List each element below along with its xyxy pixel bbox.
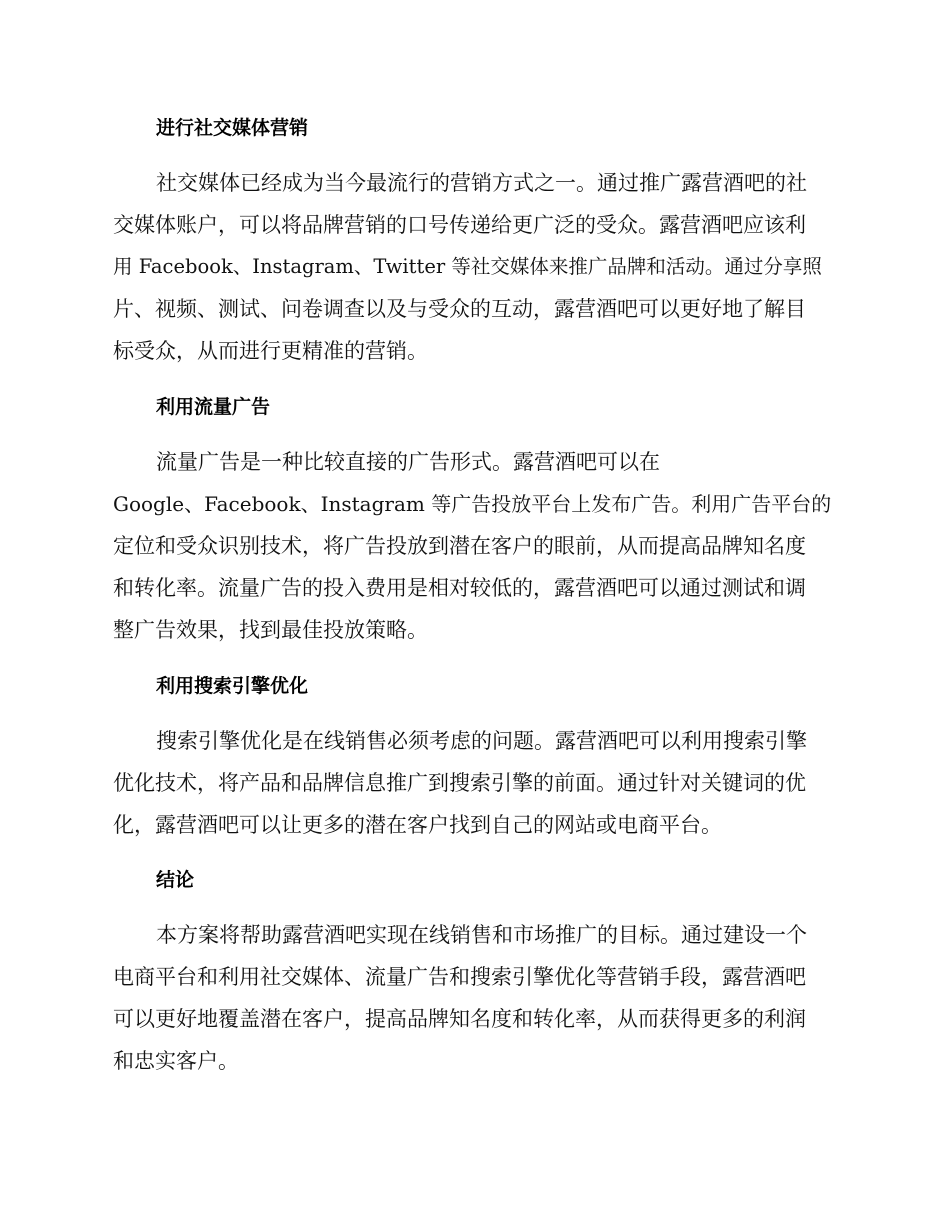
paragraph-line: 和忠实客户。 (113, 1049, 239, 1073)
paragraph-line: 标受众，从而进行更精准的营销。 (113, 339, 428, 363)
paragraph-line: 优化技术，将产品和品牌信息推广到搜索引擎的前面。通过针对关键词的优 (113, 771, 806, 795)
paragraph-line: 化，露营酒吧可以让更多的潜在客户找到自己的网站或电商平台。 (113, 813, 722, 837)
paragraph-line: 整广告效果，找到最佳投放策略。 (113, 618, 428, 642)
paragraph-line: 本方案将帮助露营酒吧实现在线销售和市场推广的目标。通过建设一个 (156, 923, 807, 947)
paragraph-line: 和转化率。流量广告的投入费用是相对较低的，露营酒吧可以通过测试和调 (113, 576, 806, 600)
paragraph-line: Google、Facebook、Instagram 等广告投放平台上发布广告。利用广告平台的 (113, 492, 832, 516)
paragraph-line: 片、视频、测试、问卷调查以及与受众的互动，露营酒吧可以更好地了解目 (113, 297, 806, 321)
paragraph-line: 电商平台和利用社交媒体、流量广告和搜索引擎优化等营销手段，露营酒吧 (113, 965, 806, 989)
paragraph-line: 可以更好地覆盖潜在客户，提高品牌知名度和转化率，从而获得更多的利润 (113, 1007, 806, 1031)
section-heading: 利用流量广告 (156, 396, 271, 418)
paragraph-line: 用 Facebook、Instagram、Twitter 等社交媒体来推广品牌和活动。通过分享照 (113, 255, 822, 278)
paragraph-line: 社交媒体已经成为当今最流行的营销方式之一。通过推广露营酒吧的社 (156, 171, 807, 195)
section-heading: 利用搜索引擎优化 (156, 675, 309, 697)
section-heading: 进行社交媒体营销 (156, 117, 309, 139)
paragraph-line: 定位和受众识别技术，将广告投放到潜在客户的眼前，从而提高品牌知名度 (113, 534, 806, 558)
paragraph-line: 流量广告是一种比较直接的广告形式。露营酒吧可以在 (156, 450, 660, 474)
paragraph-line: 搜索引擎优化是在线销售必须考虑的问题。露营酒吧可以利用搜索引擎 (156, 729, 807, 753)
section-heading: 结论 (156, 869, 195, 891)
paragraph-line: 交媒体账户，可以将品牌营销的口号传递给更广泛的受众。露营酒吧应该利 (113, 213, 806, 237)
